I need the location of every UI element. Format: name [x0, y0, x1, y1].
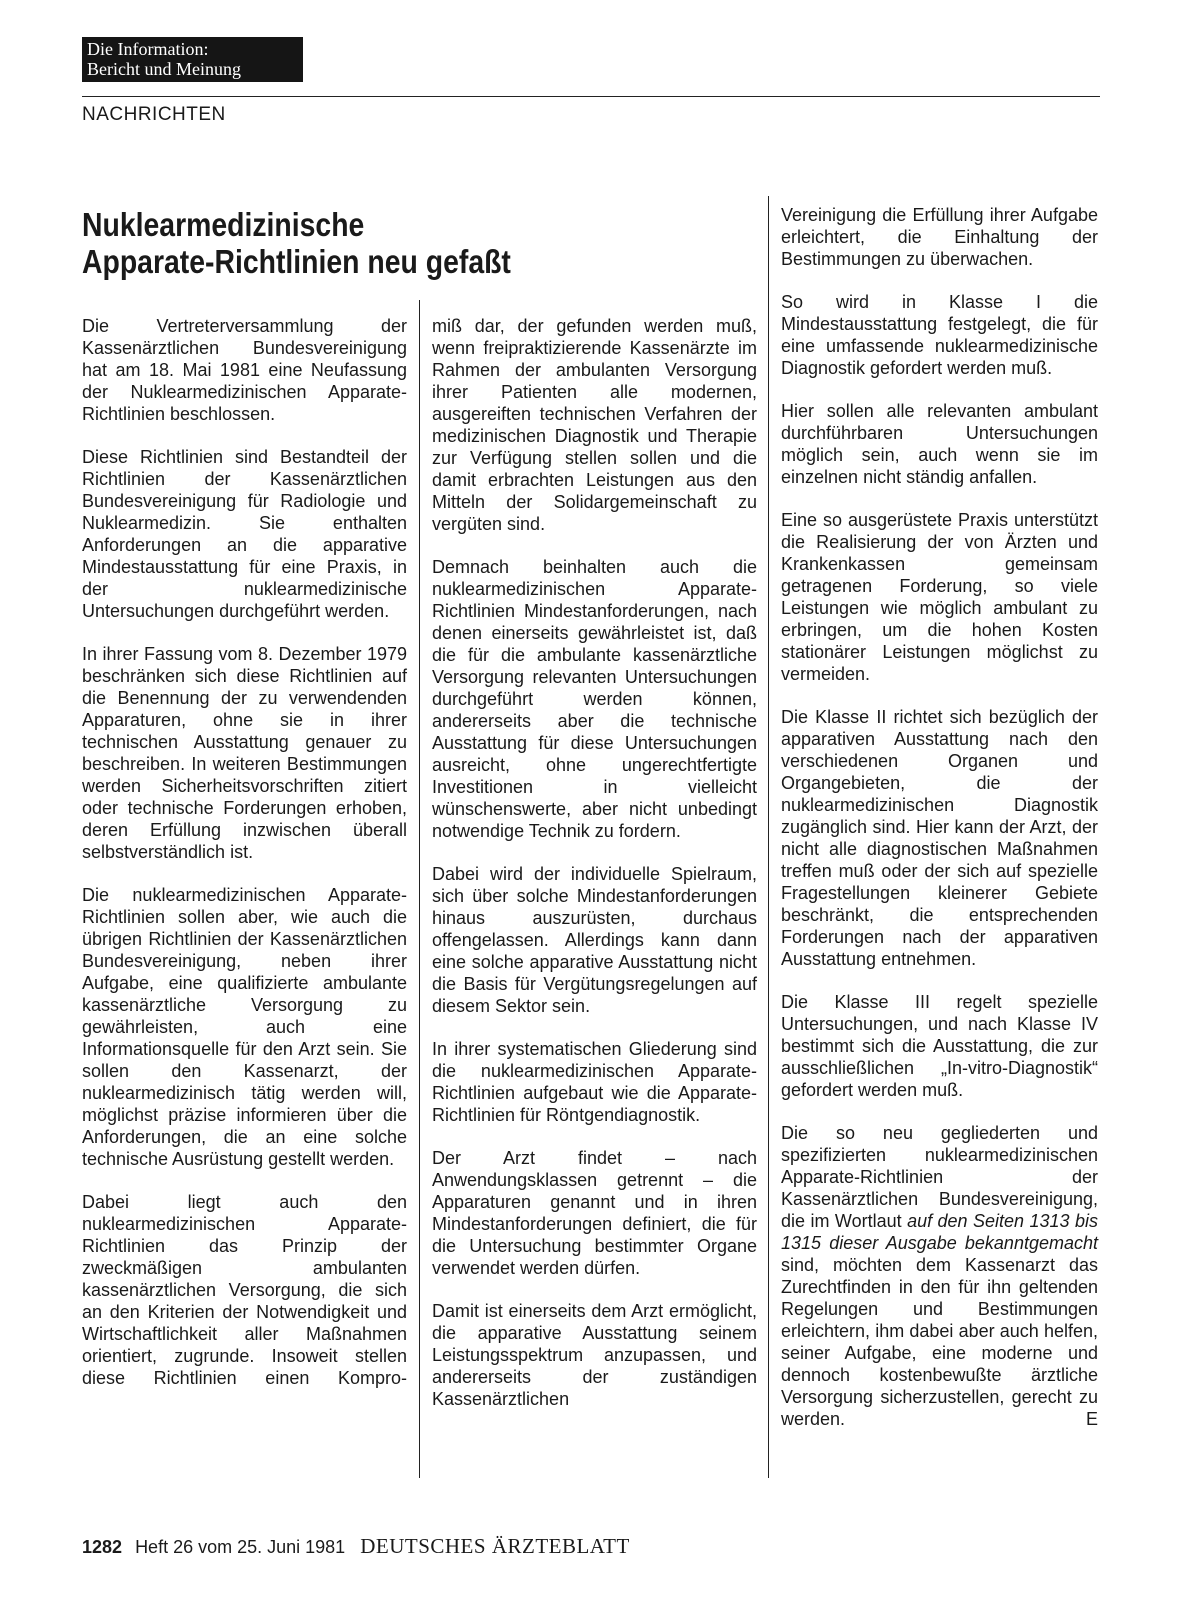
- column-rule-1: [419, 300, 420, 1478]
- journal-title: DEUTSCHES ÄRZTEBLATT: [360, 1534, 630, 1558]
- column-rule-2: [768, 196, 769, 1478]
- paragraph: Damit ist einerseits dem Arzt ermöglicht, die apparative Ausstattung seinem Leistungsspektrum anzupassen, und andererseits der zuständigen Kassenärztlichen: [432, 1301, 757, 1409]
- paragraph: Diese Richtlinien sind Bestandteil der Richtlinien der Kassenärztlichen Bundesvereinigung für Radiologie und Nuklearmedizin. Sie enthalten Anforderungen an die apparative Mindestausstattung für eine Praxis, in der nuklearmedizinische Untersuchungen durchgeführt werden.: [82, 447, 407, 621]
- emphasis-text: auf den Seiten 1313 bis 1315 dieser Ausgabe bekanntgemacht: [781, 1211, 1098, 1253]
- page-footer: [82, 1534, 630, 1559]
- rubric-line-1: Die Information:: [87, 39, 209, 59]
- paragraph: Vereinigung die Erfüllung ihrer Aufgabe erleichtert, die Einhaltung der Bestimmungen zu überwachen.: [781, 205, 1098, 269]
- rubric-line-2: Bericht und Meinung: [87, 59, 241, 79]
- article-column-2: [432, 315, 757, 1410]
- paragraph: Die nuklearmedizinischen Apparate-Richtlinien sollen aber, wie auch die übrigen Richtlinien der Kassenärztlichen Bundesvereinigung, neben ihrer Aufgabe, eine qualifizierte ambulante kassenärztliche Versorgung zu gewährleisten, auch eine Informationsquelle für den Arzt sein. Sie sollen den Kassenarzt, der nuklearmedizinisch tätig werden will, möglichst präzise informieren über die Anforderungen, die an eine solche technische Ausrüstung gestellt werden.: [82, 885, 407, 1169]
- paragraph-text: sind, möchten dem Kassenarzt das Zurechtfinden in den für ihn geltenden Regelungen und Bestimmungen erleichtern, ihm dabei aber auch helfen, seiner Aufgabe, eine moderne und dennoch kostenbewußte ärztliche Versorgung sicherzustellen, gerecht zu werden.: [781, 1255, 1098, 1429]
- article-headline: [82, 206, 615, 280]
- paragraph: So wird in Klasse I die Mindestausstattung festgelegt, die für eine umfassende nuklearmedizinische Diagnostik gefordert werden muß.: [781, 292, 1098, 378]
- page-number: 1282: [82, 1537, 123, 1557]
- headline-line-1: Nuklearmedizinische: [82, 206, 365, 243]
- paragraph-text: Die so neu gegliederten und spezifizierten nuklearmedizinischen Apparate-Richtlinien der Kassenärztlichen Bundesvereinigung, die im Wortlaut: [781, 1123, 1098, 1231]
- paragraph: In ihrer Fassung vom 8. Dezember 1979 beschränken sich diese Richtlinien auf die Benennung der zu verwendenden Apparaturen, ohne sie in ihrer technischen Ausstattung genauer zu beschreiben. In weiteren Bestimmungen werden Sicherheitsvorschriften zitiert oder technische Forderungen erhoben, deren Erfüllung inzwischen überall selbstverständlich ist.: [82, 644, 407, 862]
- end-mark: E: [1085, 1409, 1098, 1429]
- rubric-box: [82, 37, 303, 82]
- paragraph: Die Vertreterversammlung der Kassenärztlichen Bundesvereinigung hat am 18. Mai 1981 eine Neufassung der Nuklearmedizinischen Apparate-Richtlinien beschlossen.: [82, 316, 407, 424]
- paragraph: Hier sollen alle relevanten ambulant durchführbaren Untersuchungen möglich sein, auch wenn sie im einzelnen nicht ständig anfallen.: [781, 401, 1098, 487]
- article-column-3: [781, 204, 1098, 1430]
- paragraph: Eine so ausgerüstete Praxis unterstützt die Realisierung der von Ärzten und Krankenkassen gemeinsam getragenen Forderung, so viele Leistungen wie möglich ambulant zu erbringen, um die hohen Kosten stationärer Leistungen möglichst zu vermeiden.: [781, 510, 1098, 684]
- paragraph: Dabei wird der individuelle Spielraum, sich über solche Mindestanforderungen hinaus auszurüsten, durchaus offengelassen. Allerdings kann dann eine solche apparative Ausstattung nicht die Basis für Vergütungsregelungen auf diesem Sektor sein.: [432, 864, 757, 1016]
- section-label: NACHRICHTEN: [82, 104, 226, 125]
- paragraph: Dabei liegt auch den nuklearmedizinischen Apparate-Richtlinien das Prinzip der zweckmäßigen ambulanten kassenärztlichen Versorgung, die sich an den Kriterien der Notwendigkeit und Wirtschaftlichkeit aller Maßnahmen orientiert, zugrunde. Insoweit stellen diese Richtlinien einen Kompro-: [82, 1192, 407, 1388]
- paragraph: Demnach beinhalten auch die nuklearmedizinischen Apparate-Richtlinien Mindestanforderungen, nach denen einerseits gewährleistet ist, daß die für die ambulante kassenärztliche Versorgung relevanten Untersuchungen durchgeführt werden können, andererseits aber die technische Ausstattung für diese Untersuchungen ausreicht, ohne ungerechtfertigte Investitionen in vielleicht wünschenswerte, aber nicht unbedingt notwendige Technik zu fordern.: [432, 557, 757, 841]
- article-column-1: [82, 315, 407, 1389]
- issue-info: Heft 26 vom 25. Juni 1981: [135, 1537, 346, 1557]
- paragraph: In ihrer systematischen Gliederung sind die nuklearmedizinischen Apparate-Richtlinien aufgebaut wie die Apparate-Richtlinien für Röntgendiagnostik.: [432, 1039, 757, 1125]
- headline-line-2: Apparate-Richtlinien neu gefaßt: [82, 243, 511, 280]
- top-rule: [82, 96, 1100, 97]
- closing-paragraph: [781, 1122, 1098, 1430]
- paragraph: Die Klasse II richtet sich bezüglich der apparativen Ausstattung nach den verschiedenen Organen und Organgebieten, die der nuklearmedizinischen Diagnostik zugänglich sind. Hier kann der Arzt, der nicht alle diagnostischen Maßnahmen treffen muß oder der sich auf spezielle Fragestellungen kleinerer Gebiete beschränkt, die entsprechenden Forderungen nach der apparativen Ausstattung entnehmen.: [781, 707, 1098, 969]
- paragraph: Die Klasse III regelt spezielle Untersuchungen, und nach Klasse IV bestimmt sich die Ausstattung, die zur ausschließlichen „In-vitro-Diagnostik“ gefordert werden muß.: [781, 992, 1098, 1100]
- paragraph: miß dar, der gefunden werden muß, wenn freipraktizierende Kassenärzte im Rahmen der ambulanten Versorgung ihrer Patienten alle modernen, ausgereiften technischen Verfahren der medizinischen Diagnostik und Therapie zur Verfügung stellen sollen und die damit erbrachten Leistungen aus den Mitteln der Solidargemeinschaft zu vergüten sind.: [432, 316, 757, 534]
- paragraph: Der Arzt findet – nach Anwendungsklassen getrennt – die Apparaturen genannt und in ihren Mindestanforderungen definiert, die für die Untersuchung bestimmter Organe verwendet werden dürfen.: [432, 1148, 757, 1278]
